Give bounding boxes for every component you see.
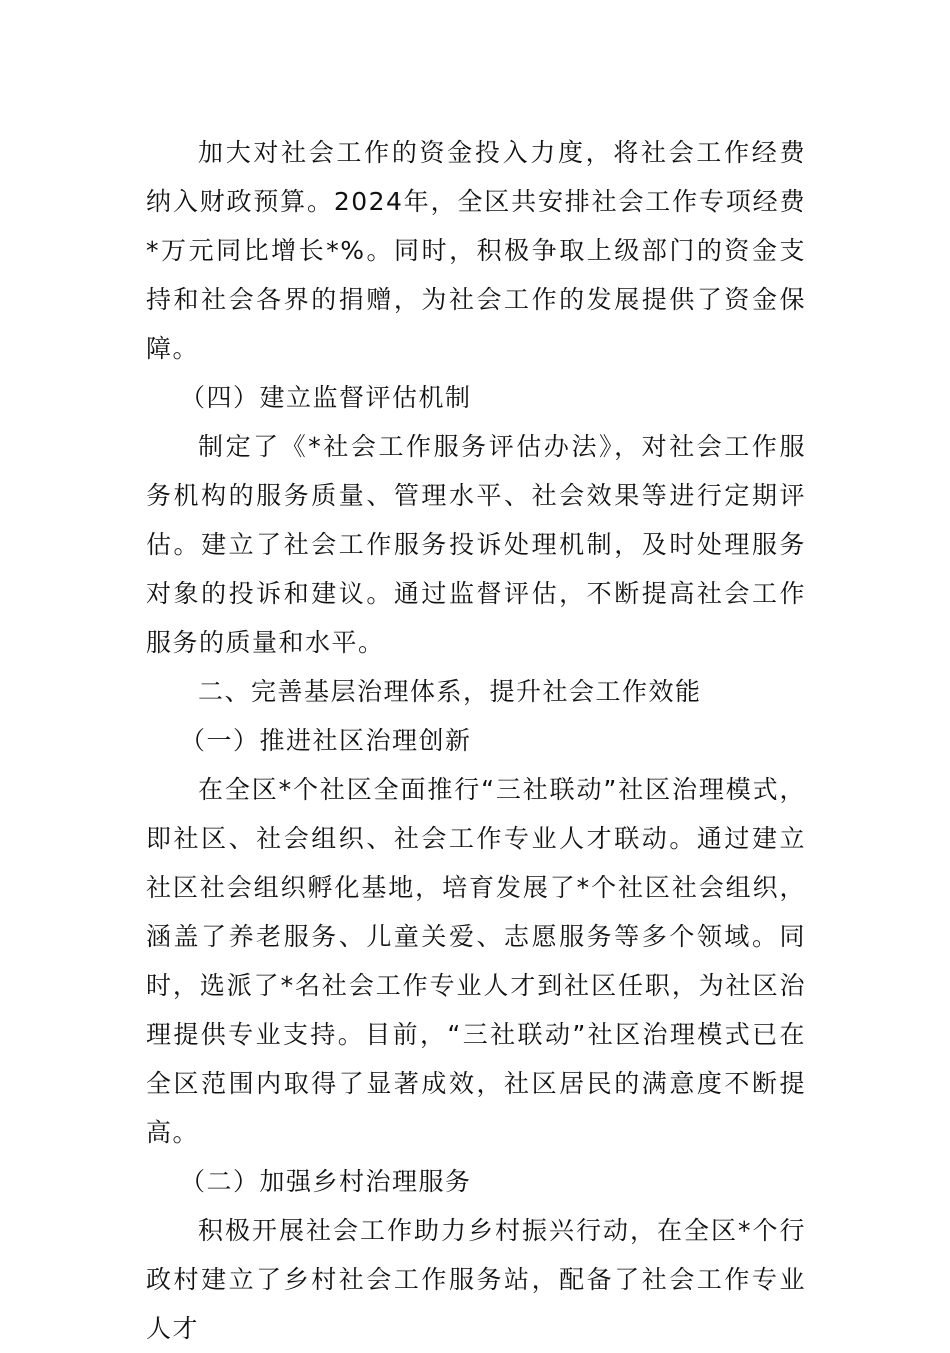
subheading-community: （一）推进社区治理创新 [180,726,472,755]
heading-section-two: 二、完善基层治理体系，提升社会工作效能 [198,677,702,706]
paragraph-rural: 积极开展社会工作助力乡村振兴行动，在全区*个行政村建立了乡村社会工作服务站，配备了社会工作专业人才 [146,1216,806,1343]
paragraph-community: 在全区*个社区全面推行“三社联动”社区治理模式，即社区、社会组织、社会工作专业人才联动。通过建立社区社会组织孵化基地，培育发展了*个社区社会组织，涵盖了养老服务、儿童关爱、志愿服务等多个领域。同时，选派了*名社会工作专业人才到社区任职，为社区治理提供专业支持。目前，“三社联动”社区治理模式已在全区范围内取得了显著成效，社区居民的满意度不断提高。 [146,775,806,1147]
subheading-supervision: （四）建立监督评估机制 [180,383,472,412]
document-body [146,128,806,1353]
paragraph-evaluation: 制定了《*社会工作服务评估办法》，对社会工作服务机构的服务质量、管理水平、社会效果等进行定期评估。建立了社会工作服务投诉处理机制，及时处理服务对象的投诉和建议。通过监督评估，不断提高社会工作服务的质量和水平。 [146,432,806,657]
paragraph-funding: 加大对社会工作的资金投入力度，将社会工作经费纳入财政预算。2024年，全区共安排社会工作专项经费*万元同比增长*%。同时，积极争取上级部门的资金支持和社会各界的捐赠，为社会工作的发展提供了资金保障。 [146,138,806,363]
subheading-rural: （二）加强乡村治理服务 [180,1167,472,1196]
